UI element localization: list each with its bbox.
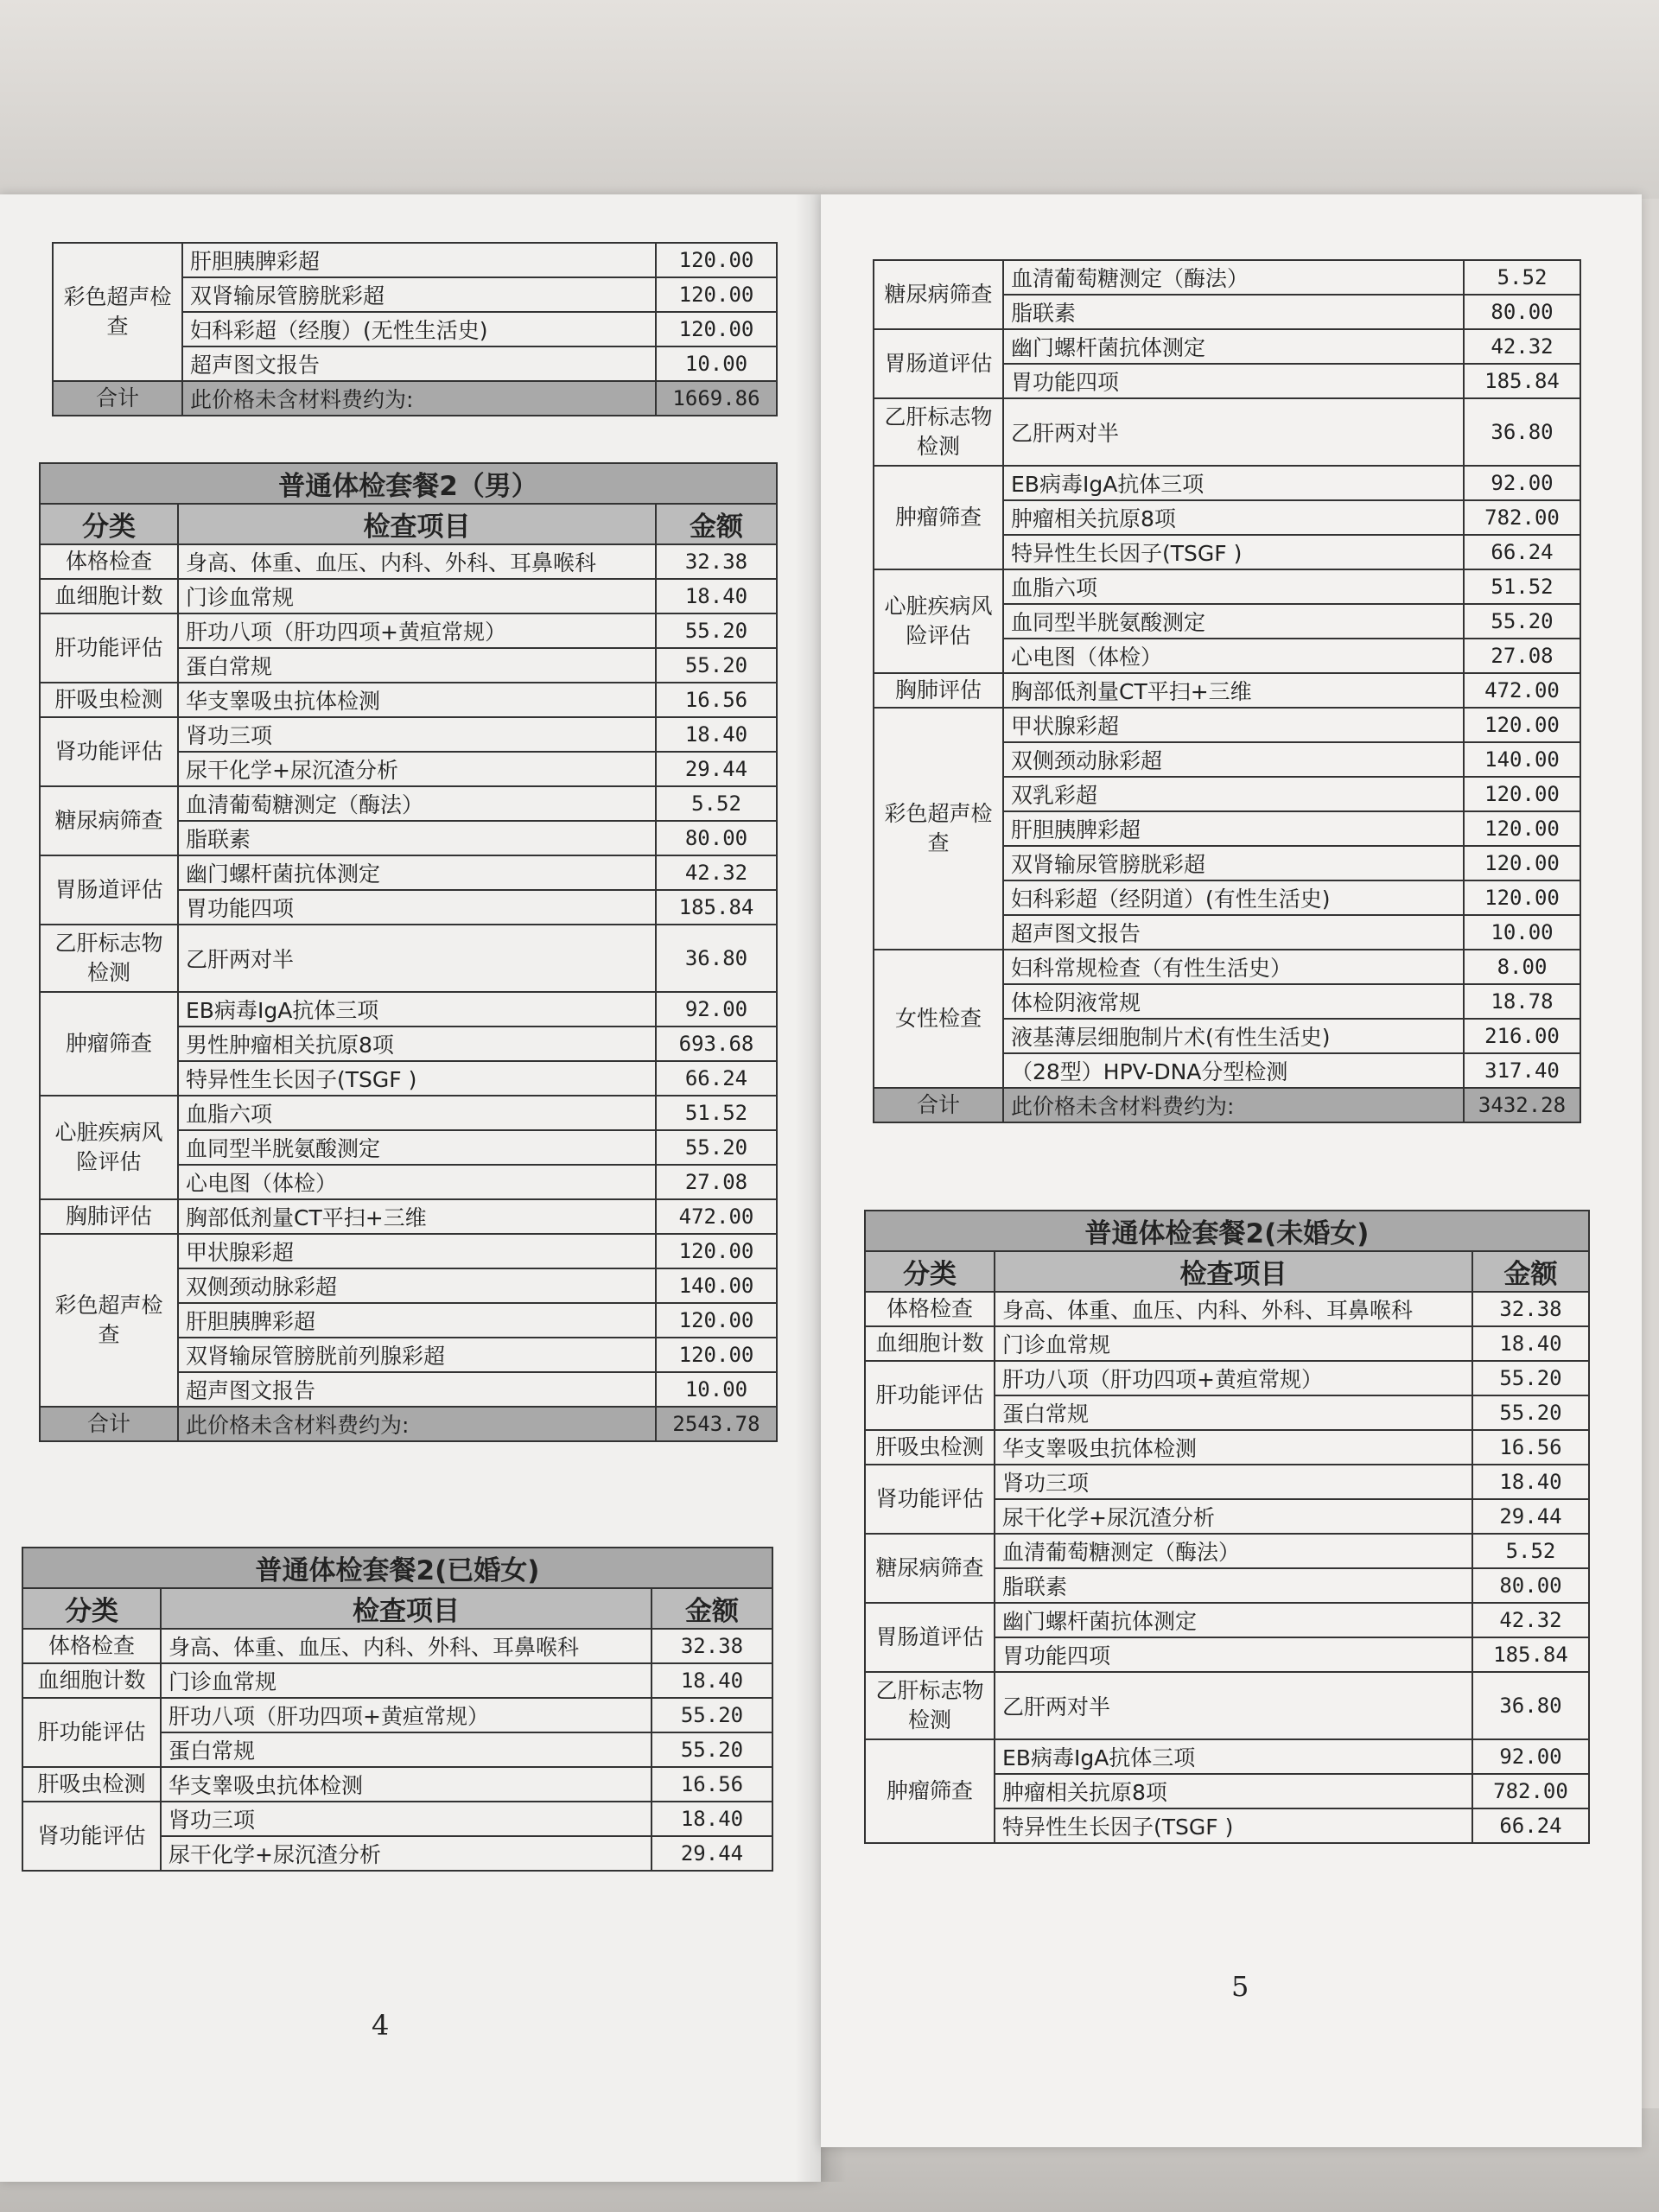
table-row <box>865 1361 1589 1395</box>
item-cell: 幽门螺杆菌抗体测定 <box>1003 329 1464 364</box>
item-cell: 双肾输尿管膀胱前列腺彩超 <box>178 1338 656 1372</box>
category-cell: 肾功能评估 <box>22 1802 161 1871</box>
category-cell: 糖尿病筛查 <box>40 786 178 855</box>
amount-cell: 120.00 <box>1464 846 1580 880</box>
package-title-row <box>40 463 777 504</box>
item-cell: 双乳彩超 <box>1003 777 1464 811</box>
amount-cell: 120.00 <box>1464 811 1580 846</box>
item-cell: 特异性生长因子(TSGF ) <box>1003 535 1464 569</box>
item-cell: 超声图文报告 <box>178 1372 656 1407</box>
amount-cell: 120.00 <box>656 243 777 277</box>
item-cell: 身高、体重、血压、内科、外科、耳鼻喉科 <box>995 1292 1472 1326</box>
item-cell: 胃功能四项 <box>1003 364 1464 398</box>
header-amount: 金额 <box>656 504 777 544</box>
package-title-row <box>22 1548 772 1588</box>
table-row <box>22 1629 772 1663</box>
total-amount: 2543.78 <box>656 1407 777 1441</box>
item-cell: 血脂六项 <box>178 1096 656 1130</box>
item-cell: 妇科常规检查（有性生活史） <box>1003 950 1464 984</box>
table-row <box>40 1096 777 1130</box>
header-category: 分类 <box>22 1588 161 1629</box>
amount-cell: 782.00 <box>1472 1774 1589 1808</box>
category-cell: 肿瘤筛查 <box>40 992 178 1096</box>
header-row <box>22 1588 772 1629</box>
item-cell: 肾功三项 <box>161 1802 652 1836</box>
amount-cell: 693.68 <box>656 1027 777 1061</box>
amount-cell: 120.00 <box>656 1303 777 1338</box>
amount-cell: 120.00 <box>656 277 777 312</box>
amount-cell: 10.00 <box>656 346 777 381</box>
header-item: 检查项目 <box>161 1588 652 1629</box>
header-category: 分类 <box>865 1251 995 1292</box>
table-row <box>874 708 1580 742</box>
header-item: 检查项目 <box>178 504 656 544</box>
total-label: 合计 <box>53 381 182 416</box>
item-cell: 超声图文报告 <box>182 346 656 381</box>
category-cell: 肝功能评估 <box>865 1361 995 1430</box>
amount-cell: 92.00 <box>1472 1739 1589 1774</box>
amount-cell: 66.24 <box>656 1061 777 1096</box>
amount-cell: 10.00 <box>1464 915 1580 950</box>
package-table-married-female <box>22 1547 773 1872</box>
table-row <box>22 1698 772 1732</box>
item-cell: 身高、体重、血压、内科、外科、耳鼻喉科 <box>161 1629 652 1663</box>
amount-cell: 42.32 <box>1472 1603 1589 1637</box>
table-row <box>865 1739 1589 1774</box>
amount-cell: 32.38 <box>1472 1292 1589 1326</box>
category-cell: 体格检查 <box>865 1292 995 1326</box>
item-cell: 乙肝两对半 <box>1003 398 1464 466</box>
amount-cell: 472.00 <box>1464 673 1580 708</box>
total-label: 合计 <box>874 1088 1003 1122</box>
table-row <box>40 925 777 992</box>
item-cell: 尿干化学+尿沉渣分析 <box>178 752 656 786</box>
table-row <box>53 243 777 277</box>
right-continued-table <box>873 259 1581 1123</box>
amount-cell: 32.38 <box>652 1629 772 1663</box>
amount-cell: 5.52 <box>656 786 777 821</box>
item-cell: EB病毒IgA抗体三项 <box>178 992 656 1027</box>
amount-cell: 18.40 <box>656 717 777 752</box>
table-row <box>865 1465 1589 1499</box>
amount-cell: 140.00 <box>1464 742 1580 777</box>
package-title: 普通体检套餐2(未婚女) <box>865 1211 1589 1251</box>
item-cell: 男性肿瘤相关抗原8项 <box>178 1027 656 1061</box>
item-cell: 乙肝两对半 <box>995 1672 1472 1739</box>
item-cell: 身高、体重、血压、内科、外科、耳鼻喉科 <box>178 544 656 579</box>
item-cell: 幽门螺杆菌抗体测定 <box>178 855 656 890</box>
table-row <box>874 398 1580 466</box>
category-cell: 糖尿病筛查 <box>865 1534 995 1603</box>
header-category: 分类 <box>40 504 178 544</box>
amount-cell: 120.00 <box>656 312 777 346</box>
amount-cell: 18.78 <box>1464 984 1580 1019</box>
item-cell: 肿瘤相关抗原8项 <box>995 1774 1472 1808</box>
table-row <box>874 260 1580 295</box>
amount-cell: 782.00 <box>1464 500 1580 535</box>
amount-cell: 317.40 <box>1464 1053 1580 1088</box>
category-cell: 肝功能评估 <box>40 613 178 683</box>
amount-cell: 216.00 <box>1464 1019 1580 1053</box>
amount-cell: 185.84 <box>1464 364 1580 398</box>
category-cell: 心脏疾病风险评估 <box>874 569 1003 673</box>
amount-cell: 51.52 <box>1464 569 1580 604</box>
amount-cell: 55.20 <box>656 613 777 648</box>
category-cell: 糖尿病筛查 <box>874 260 1003 329</box>
item-cell: 蛋白常规 <box>161 1732 652 1767</box>
amount-cell: 18.40 <box>656 579 777 613</box>
table-row <box>22 1802 772 1836</box>
item-cell: 尿干化学+尿沉渣分析 <box>995 1499 1472 1534</box>
booklet-page-right <box>821 194 1642 2147</box>
amount-cell: 18.40 <box>1472 1326 1589 1361</box>
total-row <box>53 381 777 416</box>
total-row <box>40 1407 777 1441</box>
item-cell: 甲状腺彩超 <box>178 1234 656 1268</box>
item-cell: 血同型半胱氨酸测定 <box>178 1130 656 1165</box>
category-cell: 肾功能评估 <box>865 1465 995 1534</box>
table-row <box>865 1430 1589 1465</box>
item-cell: 肝胆胰脾彩超 <box>1003 811 1464 846</box>
amount-cell: 27.08 <box>1464 639 1580 673</box>
category-cell: 肝功能评估 <box>22 1698 161 1767</box>
item-cell: 肝胆胰脾彩超 <box>178 1303 656 1338</box>
item-cell: 妇科彩超（经腹）(无性生活史) <box>182 312 656 346</box>
item-cell: 心电图（体检） <box>1003 639 1464 673</box>
header-amount: 金额 <box>1472 1251 1589 1292</box>
item-cell: 超声图文报告 <box>1003 915 1464 950</box>
amount-cell: 16.56 <box>656 683 777 717</box>
item-cell: 肝功八项（肝功四项+黄疸常规） <box>995 1361 1472 1395</box>
item-cell: 胸部低剂量CT平扫+三维 <box>1003 673 1464 708</box>
category-cell: 彩色超声检查 <box>53 243 182 381</box>
category-cell: 女性检查 <box>874 950 1003 1088</box>
amount-cell: 36.80 <box>1464 398 1580 466</box>
amount-cell: 29.44 <box>652 1836 772 1871</box>
item-cell: 华支睾吸虫抗体检测 <box>178 683 656 717</box>
item-cell: 脂联素 <box>178 821 656 855</box>
category-cell: 乙肝标志物检测 <box>874 398 1003 466</box>
amount-cell: 80.00 <box>1464 295 1580 329</box>
item-cell: 心电图（体检） <box>178 1165 656 1199</box>
category-cell: 血细胞计数 <box>865 1326 995 1361</box>
total-note: 此价格未含材料费约为: <box>178 1407 656 1441</box>
item-cell: 双侧颈动脉彩超 <box>178 1268 656 1303</box>
amount-cell: 120.00 <box>1464 777 1580 811</box>
amount-cell: 120.00 <box>1464 880 1580 915</box>
item-cell: 华支睾吸虫抗体检测 <box>161 1767 652 1802</box>
table-row <box>40 544 777 579</box>
amount-cell: 66.24 <box>1464 535 1580 569</box>
header-row <box>40 504 777 544</box>
amount-cell: 16.56 <box>652 1767 772 1802</box>
amount-cell: 185.84 <box>1472 1637 1589 1672</box>
item-cell: 胸部低剂量CT平扫+三维 <box>178 1199 656 1234</box>
amount-cell: 120.00 <box>656 1234 777 1268</box>
amount-cell: 80.00 <box>1472 1568 1589 1603</box>
item-cell: 液基薄层细胞制片术(有性生活史) <box>1003 1019 1464 1053</box>
amount-cell: 36.80 <box>1472 1672 1589 1739</box>
item-cell: 特异性生长因子(TSGF ) <box>995 1808 1472 1843</box>
amount-cell: 55.20 <box>652 1732 772 1767</box>
amount-cell: 5.52 <box>1464 260 1580 295</box>
total-note: 此价格未含材料费约为: <box>182 381 656 416</box>
item-cell: 血清葡萄糖测定（酶法） <box>995 1534 1472 1568</box>
table-row <box>865 1672 1589 1739</box>
table-row <box>865 1326 1589 1361</box>
total-amount: 1669.86 <box>656 381 777 416</box>
package-table-male <box>39 462 778 1442</box>
category-cell: 胃肠道评估 <box>40 855 178 925</box>
amount-cell: 18.40 <box>652 1663 772 1698</box>
table-row <box>40 717 777 752</box>
category-cell: 血细胞计数 <box>22 1663 161 1698</box>
header-amount: 金额 <box>652 1588 772 1629</box>
table-row <box>22 1663 772 1698</box>
amount-cell: 51.52 <box>656 1096 777 1130</box>
category-cell: 乙肝标志物检测 <box>40 925 178 992</box>
item-cell: 双肾输尿管膀胱彩超 <box>182 277 656 312</box>
total-label: 合计 <box>40 1407 178 1441</box>
category-cell: 彩色超声检查 <box>874 708 1003 950</box>
amount-cell: 42.32 <box>1464 329 1580 364</box>
total-note: 此价格未含材料费约为: <box>1003 1088 1464 1122</box>
total-row <box>874 1088 1580 1122</box>
category-cell: 血细胞计数 <box>40 579 178 613</box>
item-cell: （28型）HPV-DNA分型检测 <box>1003 1053 1464 1088</box>
amount-cell: 18.40 <box>1472 1465 1589 1499</box>
item-cell: 特异性生长因子(TSGF ) <box>178 1061 656 1096</box>
item-cell: 脂联素 <box>995 1568 1472 1603</box>
amount-cell: 18.40 <box>652 1802 772 1836</box>
item-cell: 幽门螺杆菌抗体测定 <box>995 1603 1472 1637</box>
category-cell: 胃肠道评估 <box>865 1603 995 1672</box>
item-cell: 门诊血常规 <box>178 579 656 613</box>
item-cell: 门诊血常规 <box>995 1326 1472 1361</box>
category-cell: 肿瘤筛查 <box>874 466 1003 569</box>
item-cell: 蛋白常规 <box>178 648 656 683</box>
item-cell: 血脂六项 <box>1003 569 1464 604</box>
amount-cell: 92.00 <box>656 992 777 1027</box>
item-cell: 蛋白常规 <box>995 1395 1472 1430</box>
table-row <box>40 855 777 890</box>
item-cell: 双侧颈动脉彩超 <box>1003 742 1464 777</box>
item-cell: 血清葡萄糖测定（酶法） <box>1003 260 1464 295</box>
amount-cell: 66.24 <box>1472 1808 1589 1843</box>
item-cell: 门诊血常规 <box>161 1663 652 1698</box>
item-cell: 华支睾吸虫抗体检测 <box>995 1430 1472 1465</box>
category-cell: 彩色超声检查 <box>40 1234 178 1407</box>
category-cell: 胸肺评估 <box>40 1199 178 1234</box>
table-row <box>40 1234 777 1268</box>
table-row <box>874 569 1580 604</box>
total-amount: 3432.28 <box>1464 1088 1580 1122</box>
item-cell: 妇科彩超（经阴道）(有性生活史) <box>1003 880 1464 915</box>
amount-cell: 27.08 <box>656 1165 777 1199</box>
table-row <box>874 673 1580 708</box>
header-item: 检查项目 <box>995 1251 1472 1292</box>
item-cell: 脂联素 <box>1003 295 1464 329</box>
amount-cell: 55.20 <box>1472 1395 1589 1430</box>
amount-cell: 36.80 <box>656 925 777 992</box>
amount-cell: 42.32 <box>656 855 777 890</box>
item-cell: 肾功三项 <box>995 1465 1472 1499</box>
amount-cell: 5.52 <box>1472 1534 1589 1568</box>
package-title-row <box>865 1211 1589 1251</box>
amount-cell: 55.20 <box>656 1130 777 1165</box>
table-row <box>22 1767 772 1802</box>
item-cell: 乙肝两对半 <box>178 925 656 992</box>
amount-cell: 140.00 <box>656 1268 777 1303</box>
category-cell: 胃肠道评估 <box>874 329 1003 398</box>
item-cell: 肾功三项 <box>178 717 656 752</box>
table-row <box>40 786 777 821</box>
amount-cell: 472.00 <box>656 1199 777 1234</box>
amount-cell: 10.00 <box>656 1372 777 1407</box>
amount-cell: 55.20 <box>1464 604 1580 639</box>
table-row <box>40 579 777 613</box>
amount-cell: 29.44 <box>1472 1499 1589 1534</box>
item-cell: EB病毒IgA抗体三项 <box>1003 466 1464 500</box>
item-cell: 肝功八项（肝功四项+黄疸常规） <box>178 613 656 648</box>
background-top <box>0 0 1659 199</box>
table-row <box>874 329 1580 364</box>
category-cell: 肿瘤筛查 <box>865 1739 995 1843</box>
booklet-page-left <box>0 194 821 2182</box>
amount-cell: 80.00 <box>656 821 777 855</box>
amount-cell: 16.56 <box>1472 1430 1589 1465</box>
amount-cell: 120.00 <box>656 1338 777 1372</box>
item-cell: 肝胆胰脾彩超 <box>182 243 656 277</box>
item-cell: 胃功能四项 <box>995 1637 1472 1672</box>
item-cell: EB病毒IgA抗体三项 <box>995 1739 1472 1774</box>
table-row <box>874 950 1580 984</box>
category-cell: 肾功能评估 <box>40 717 178 786</box>
item-cell: 双肾输尿管膀胱彩超 <box>1003 846 1464 880</box>
item-cell: 血同型半胱氨酸测定 <box>1003 604 1464 639</box>
category-cell: 肝吸虫检测 <box>40 683 178 717</box>
table-row <box>40 992 777 1027</box>
table-row <box>865 1292 1589 1326</box>
amount-cell: 92.00 <box>1464 466 1580 500</box>
item-cell: 血清葡萄糖测定（酶法） <box>178 786 656 821</box>
table-row <box>865 1534 1589 1568</box>
table-row <box>874 466 1580 500</box>
package-title: 普通体检套餐2（男） <box>40 463 777 504</box>
amount-cell: 29.44 <box>656 752 777 786</box>
category-cell: 体格检查 <box>22 1629 161 1663</box>
category-cell: 肝吸虫检测 <box>865 1430 995 1465</box>
amount-cell: 120.00 <box>1464 708 1580 742</box>
table-row <box>40 613 777 648</box>
package-title: 普通体检套餐2(已婚女) <box>22 1548 772 1588</box>
item-cell: 肿瘤相关抗原8项 <box>1003 500 1464 535</box>
table-row <box>40 683 777 717</box>
amount-cell: 55.20 <box>1472 1361 1589 1395</box>
amount-cell: 185.84 <box>656 890 777 925</box>
table-row <box>40 1199 777 1234</box>
amount-cell: 8.00 <box>1464 950 1580 984</box>
item-cell: 体检阴液常规 <box>1003 984 1464 1019</box>
left-continued-table <box>52 242 778 416</box>
category-cell: 体格检查 <box>40 544 178 579</box>
item-cell: 尿干化学+尿沉渣分析 <box>161 1836 652 1871</box>
amount-cell: 32.38 <box>656 544 777 579</box>
item-cell: 肝功八项（肝功四项+黄疸常规） <box>161 1698 652 1732</box>
page-number: 4 <box>372 2009 390 2042</box>
header-row <box>865 1251 1589 1292</box>
amount-cell: 55.20 <box>652 1698 772 1732</box>
item-cell: 胃功能四项 <box>178 890 656 925</box>
category-cell: 乙肝标志物检测 <box>865 1672 995 1739</box>
category-cell: 胸肺评估 <box>874 673 1003 708</box>
table-row <box>865 1603 1589 1637</box>
amount-cell: 55.20 <box>656 648 777 683</box>
package-table-unmarried-female <box>864 1210 1590 1844</box>
category-cell: 心脏疾病风险评估 <box>40 1096 178 1199</box>
page-number: 5 <box>1231 1970 1249 2003</box>
item-cell: 甲状腺彩超 <box>1003 708 1464 742</box>
category-cell: 肝吸虫检测 <box>22 1767 161 1802</box>
